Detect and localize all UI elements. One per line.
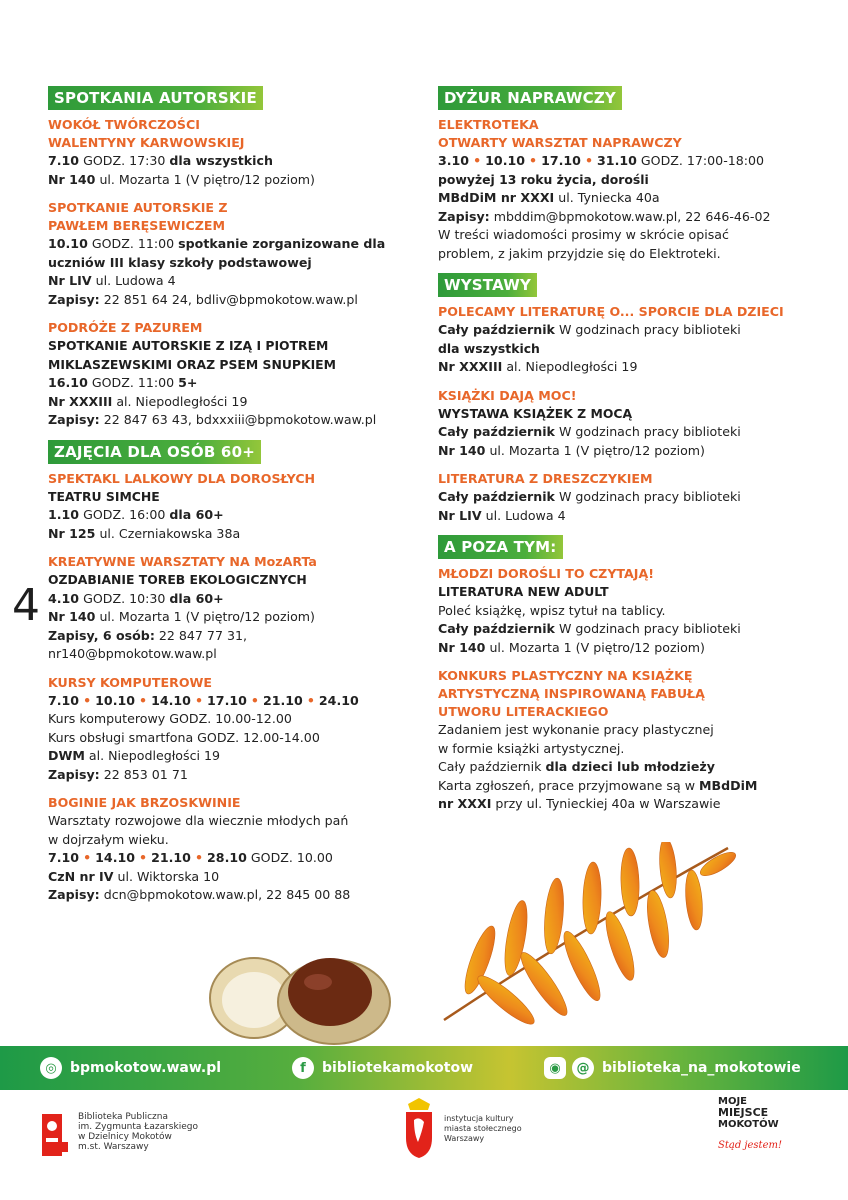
event-hours: W godzinach pracy biblioteki bbox=[554, 621, 741, 636]
section-exhibitions bbox=[438, 273, 818, 525]
event-line: Zadaniem jest wykonanie pracy plastycznej bbox=[438, 722, 714, 737]
event-library: Nr 140 bbox=[48, 609, 96, 624]
event-library: CzN nr IV bbox=[48, 868, 114, 884]
event-title: KONKURS PLASTYCZNY NA KSIĄŻKĘ ARTYSTYCZNĄ INSPIROWANĄ FABUŁĄ UTWORU LITERACKIEGO bbox=[438, 668, 705, 719]
event-time: GODZ. 17:30 bbox=[79, 153, 170, 168]
event-line: W treści wiadomości prosimy w skrócie opisać bbox=[438, 227, 729, 242]
signup-label: Zapisy, 6 osób: bbox=[48, 627, 155, 643]
event-address: ul. Ludowa 4 bbox=[91, 273, 176, 288]
event-address: ul. Mozarta 1 (V piętro/12 poziom) bbox=[485, 639, 705, 655]
signup-label: Zapisy: bbox=[48, 412, 100, 427]
website-text: bpmokotow.waw.pl bbox=[70, 1060, 222, 1076]
threads-icon: @ bbox=[572, 1057, 594, 1079]
logo-text: Warszawy bbox=[444, 1134, 485, 1143]
event-line: w formie książki artystycznej. bbox=[438, 740, 625, 756]
autumn-leaf-illustration bbox=[436, 842, 736, 1032]
logo-text: MOJE bbox=[718, 1096, 748, 1107]
event-line: Poleć książkę, wpisz tytuł na tablicy. bbox=[438, 602, 666, 618]
section-header: A POZA TYM: bbox=[438, 535, 563, 559]
signup-label: Zapisy: bbox=[48, 291, 100, 307]
event-address: ul. Tyniecka 40a bbox=[554, 190, 660, 205]
globe-icon: ◎ bbox=[40, 1057, 62, 1079]
event-title: PODRÓŻE Z PAZUREM bbox=[48, 320, 203, 335]
event-library: Nr XXXIII bbox=[48, 393, 113, 409]
event-line: problem, z jakim przyjdzie się do Elektroteki. bbox=[438, 245, 721, 261]
event-audience: dla 60+ bbox=[169, 507, 224, 522]
event-hours: W godzinach pracy biblioteki bbox=[554, 424, 741, 439]
section-header: SPOTKANIA AUTORSKIE bbox=[48, 86, 263, 110]
logo-text: m.st. Warszawy bbox=[78, 1142, 149, 1152]
event-title: MŁODZI DOROŚLI TO CZYTAJĄ! bbox=[438, 566, 654, 581]
event-time: GODZ. 10:30 bbox=[79, 590, 170, 606]
event-library-2: nr XXXI bbox=[438, 796, 492, 811]
city-logo bbox=[402, 1098, 522, 1160]
event-when: Cały październik bbox=[438, 759, 546, 774]
signup-email: nr140@bpmokotow.waw.pl bbox=[48, 646, 217, 661]
section-header: ZAJĘCIA DLA OSÓB 60+ bbox=[48, 440, 261, 464]
event-library: Nr LIV bbox=[438, 507, 482, 523]
logo-text: instytucja kultury bbox=[444, 1114, 514, 1123]
event bbox=[48, 553, 418, 664]
event-date: 10.10 bbox=[48, 236, 88, 251]
event-audience: dla wszystkich bbox=[169, 153, 273, 168]
event-title: LITERATURA Z DRESZCZYKIEM bbox=[438, 471, 653, 486]
event bbox=[438, 565, 818, 657]
event-line: w dojrzałym wieku. bbox=[48, 831, 169, 847]
event-subtitle: OZDABIANIE TOREB EKOLOGICZNYCH bbox=[48, 572, 307, 587]
event-title: SPEKTAKL LALKOWY DLA DOROSŁYCH bbox=[48, 470, 316, 486]
event-address: ul. Ludowa 4 bbox=[481, 507, 566, 523]
logo-text: MIEJSCE bbox=[718, 1106, 769, 1119]
event-audience: dla wszystkich bbox=[438, 340, 540, 356]
event-hours: W godzinach pracy biblioteki bbox=[554, 322, 741, 337]
event-title: BOGINIE JAK BRZOSKWINIE bbox=[48, 795, 241, 810]
event-line: Kurs obsługi smartfona GODZ. 12.00-14.00 bbox=[48, 729, 320, 745]
chestnut-illustration bbox=[202, 942, 398, 1046]
event bbox=[48, 116, 418, 189]
event-audience: dla dzieci lub młodzieży bbox=[545, 759, 715, 774]
event bbox=[48, 319, 418, 430]
logo-tagline: Stąd jestem! bbox=[718, 1140, 782, 1151]
signup-contact: mbddim@bpmokotow.waw.pl, 22 646-46-02 bbox=[489, 208, 771, 224]
logo-text: w Dzielnicy Mokotów bbox=[78, 1132, 172, 1142]
section-header: DYŻUR NAPRAWCZY bbox=[438, 86, 622, 110]
event-address: ul. Wiktorska 10 bbox=[113, 868, 220, 884]
signup-contact: 22 847 77 31, bbox=[154, 627, 247, 643]
event-date: 7.10 bbox=[48, 153, 80, 168]
event-date: 4.10 bbox=[48, 590, 80, 606]
event-title: SPOTKANIE AUTORSKIE Z PAWŁEM BERĘSEWICZEM bbox=[48, 200, 228, 233]
event-title: KSIĄŻKI DAJĄ MOC! bbox=[438, 387, 577, 403]
event-library: MBdDiM nr XXXI bbox=[438, 190, 555, 205]
event bbox=[438, 667, 818, 814]
event-address: al. Niepodległości 19 bbox=[112, 393, 248, 409]
right-column bbox=[438, 86, 818, 824]
signup-contact: 22 851 64 24, bdliv@bpmokotow.waw.pl bbox=[99, 291, 358, 307]
event-audience: powyżej 13 roku życia, dorośli bbox=[438, 171, 649, 187]
event-date: 1.10 bbox=[48, 507, 80, 522]
logo-text: miasta stołecznego bbox=[444, 1124, 522, 1133]
event bbox=[48, 470, 418, 544]
event-library: Nr 140 bbox=[48, 171, 96, 187]
event-library: Nr 125 bbox=[48, 525, 96, 541]
signup-label: Zapisy: bbox=[48, 887, 100, 902]
event-when: Cały październik bbox=[438, 322, 555, 337]
section-author-meetings bbox=[48, 86, 418, 430]
event bbox=[48, 794, 418, 905]
event bbox=[438, 470, 818, 525]
event-when: Cały październik bbox=[438, 424, 555, 439]
event-library: Nr 140 bbox=[438, 442, 486, 458]
event-time: GODZ. 16:00 bbox=[79, 507, 170, 522]
event-address: ul. Mozarta 1 (V piętro/12 poziom) bbox=[95, 171, 315, 187]
section-repair-duty bbox=[438, 86, 818, 263]
event-when: Cały październik bbox=[438, 489, 555, 504]
event-title: KURSY KOMPUTEROWE bbox=[48, 674, 213, 690]
signup-label: Zapisy: bbox=[438, 208, 490, 224]
event-address: al. Niepodległości 19 bbox=[84, 748, 221, 763]
event-subtitle: SPOTKANIE AUTORSKIE Z IZĄ I PIOTREM MIKLASZEWSKIMI ORAZ PSEM SNUPKIEM bbox=[48, 338, 336, 372]
signup-contact: 22 847 63 43, bdxxxiii@bpmokotow.waw.pl bbox=[99, 412, 377, 427]
event-dates: 3.10 • 10.10 • 17.10 • 31.10 GODZ. 17:00-18:00 bbox=[438, 153, 765, 168]
left-column bbox=[48, 86, 418, 915]
event-dates: 7.10 • 10.10 • 14.10 • 17.10 • 21.10 • 24.10 bbox=[48, 692, 359, 708]
event-dates: 7.10 • 14.10 • 21.10 • 28.10 GODZ. 10.00 bbox=[48, 850, 333, 865]
event-subtitle: WYSTAWA KSIĄŻEK Z MOCĄ bbox=[438, 405, 633, 421]
event-library: Nr XXXIII bbox=[438, 359, 503, 374]
event-line: Kurs komputerowy GODZ. 10.00-12.00 bbox=[48, 711, 292, 726]
event-time: GODZ. 11:00 bbox=[87, 236, 179, 251]
instagram-text: biblioteka_na_mokotowie bbox=[602, 1060, 801, 1076]
event-hours: W godzinach pracy biblioteki bbox=[554, 489, 741, 504]
library-logo bbox=[40, 1112, 198, 1158]
event-title: POLECAMY LITERATURĘ O... SPORCIE DLA DZIECI bbox=[438, 304, 784, 319]
event-address: ul. Mozarta 1 (V piętro/12 poziom) bbox=[95, 609, 315, 624]
website-link[interactable] bbox=[40, 1046, 221, 1090]
event-title: KREATYWNE WARSZTATY NA MozARTa bbox=[48, 554, 317, 569]
facebook-icon: f bbox=[292, 1057, 314, 1079]
event-time: GODZ. 11:00 bbox=[87, 375, 179, 390]
section-header: WYSTAWY bbox=[438, 273, 537, 297]
event-subtitle: LITERATURA NEW ADULT bbox=[438, 584, 609, 599]
event-audience: spotkanie zorganizowane dla uczniów III klasy szkoły podstawowej bbox=[48, 236, 386, 270]
event bbox=[48, 199, 418, 309]
signup-contact: dcn@bpmokotow.waw.pl, 22 845 00 88 bbox=[99, 887, 351, 902]
event-date: 16.10 bbox=[48, 375, 88, 390]
logo-text: Biblioteka Publiczna bbox=[78, 1112, 168, 1122]
library-emblem-icon bbox=[40, 1112, 70, 1158]
event bbox=[438, 387, 818, 461]
event bbox=[48, 674, 418, 785]
facebook-link[interactable] bbox=[292, 1046, 473, 1090]
event-address: al. Niepodległości 19 bbox=[502, 359, 638, 374]
page-number: 4 bbox=[12, 580, 40, 631]
event-library: DWM bbox=[48, 748, 85, 763]
event-title-2: OTWARTY WARSZTAT NAPRAWCZY bbox=[438, 135, 682, 150]
event-address: ul. Mozarta 1 (V piętro/12 poziom) bbox=[485, 442, 705, 458]
event-library: Nr 140 bbox=[438, 639, 486, 655]
instagram-icon: ◉ bbox=[544, 1057, 566, 1079]
event-audience: dla 60+ bbox=[169, 590, 224, 606]
instagram-link[interactable] bbox=[544, 1046, 801, 1090]
logo-text: MOKOTÓW bbox=[718, 1119, 779, 1130]
event-line: Karta zgłoszeń, prace przyjmowane są w bbox=[438, 777, 699, 793]
logo-text: im. Zygmunta Łazarskiego bbox=[78, 1122, 198, 1132]
event-address: przy ul. Tynieckiej 40a w Warszawie bbox=[491, 796, 721, 811]
event-line: Warsztaty rozwojowe dla wiecznie młodych pań bbox=[48, 813, 349, 828]
moje-miejsce-logo bbox=[718, 1096, 808, 1151]
warsaw-crest-icon bbox=[402, 1098, 436, 1160]
event-address: ul. Czerniakowska 38a bbox=[95, 525, 241, 541]
section-senior-activities bbox=[48, 440, 418, 905]
event bbox=[438, 116, 818, 263]
event-title: ELEKTROTEKA bbox=[438, 117, 539, 132]
event-subtitle: TEATRU SIMCHE bbox=[48, 488, 160, 504]
event-title: WOKÓŁ TWÓRCZOŚCI WALENTYNY KARWOWSKIEJ bbox=[48, 117, 245, 150]
social-bar bbox=[0, 1046, 848, 1090]
signup-contact: 22 853 01 71 bbox=[99, 766, 188, 782]
section-other bbox=[438, 535, 818, 814]
event-audience: 5+ bbox=[178, 375, 198, 390]
event-when: Cały październik bbox=[438, 621, 555, 636]
event bbox=[438, 303, 818, 377]
signup-label: Zapisy: bbox=[48, 766, 100, 782]
facebook-text: bibliotekamokotow bbox=[322, 1060, 474, 1076]
event-library: MBdDiM bbox=[699, 777, 758, 793]
event-library: Nr LIV bbox=[48, 273, 92, 288]
